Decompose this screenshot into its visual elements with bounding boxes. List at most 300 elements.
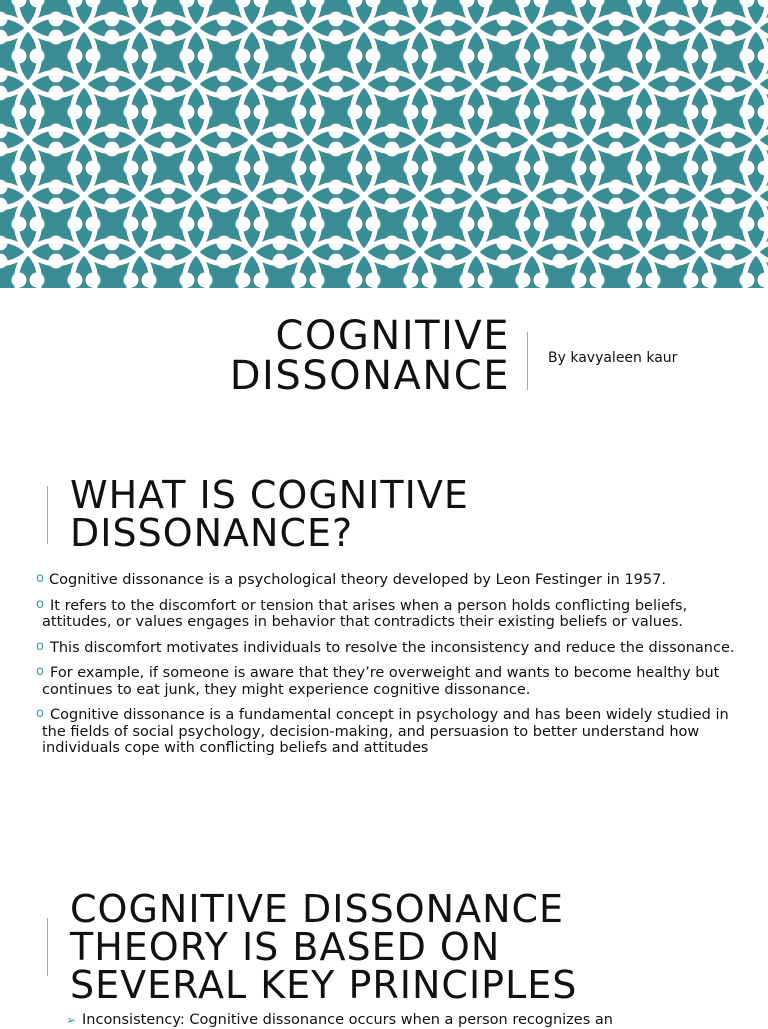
pattern-dot bbox=[217, 68, 232, 83]
bullet-text: Cognitive dissonance is a fundamental concept in psychology and has been widely studied in the fields of social psychology, decision-making, and persuasion to better understand how individuals cope with conflicting beliefs and attitudes bbox=[42, 707, 736, 757]
pattern-dot bbox=[497, 198, 512, 213]
pattern-dot bbox=[422, 161, 437, 176]
pattern-dot bbox=[273, 142, 288, 157]
pattern-dot bbox=[217, 86, 232, 101]
circle-bullet-icon: o bbox=[36, 639, 44, 656]
pattern-dot bbox=[180, 49, 195, 64]
pattern-dot bbox=[236, 105, 251, 120]
pattern-dot bbox=[12, 161, 27, 176]
pattern-dot bbox=[740, 161, 755, 176]
pattern-dot bbox=[273, 68, 288, 83]
principles-list bbox=[66, 1012, 746, 1029]
pattern-dot bbox=[310, 49, 325, 64]
pattern-dot bbox=[30, 273, 45, 288]
pattern-dot bbox=[684, 273, 699, 288]
pattern-dot bbox=[609, 254, 624, 269]
heading-line-3: SEVERAL KEY PRINCIPLES bbox=[70, 966, 577, 1004]
pattern-dot bbox=[310, 161, 325, 176]
pattern-dot bbox=[49, 86, 64, 101]
pattern-dot bbox=[497, 30, 512, 45]
pattern-dot bbox=[385, 12, 400, 27]
heading-line-1: WHAT IS COGNITIVE bbox=[70, 476, 469, 514]
pattern-dot bbox=[198, 161, 213, 176]
pattern-dot bbox=[273, 86, 288, 101]
pattern-dot bbox=[385, 254, 400, 269]
pattern-dot bbox=[161, 30, 176, 45]
pattern-dot bbox=[702, 105, 717, 120]
pattern-dot bbox=[105, 30, 120, 45]
pattern-dot bbox=[329, 12, 344, 27]
bullet-text: For example, if someone is aware that they’re overweight and wants to become healthy but continues to eat junk, they might experience cognitive dissonance. bbox=[42, 665, 736, 698]
pattern-dot bbox=[441, 180, 456, 195]
pattern-dot bbox=[516, 105, 531, 120]
section-heading bbox=[70, 890, 577, 1004]
pattern-dot bbox=[124, 217, 139, 232]
pattern-dot bbox=[68, 217, 83, 232]
pattern-dot bbox=[404, 273, 419, 288]
pattern-dot bbox=[721, 30, 736, 45]
pattern-dot bbox=[497, 254, 512, 269]
pattern-dot bbox=[478, 105, 493, 120]
pattern-dot bbox=[124, 105, 139, 120]
list-item bbox=[36, 640, 736, 657]
pattern-dot bbox=[161, 254, 176, 269]
pattern-dot bbox=[329, 86, 344, 101]
pattern-dot bbox=[665, 236, 680, 251]
pattern-dot bbox=[385, 68, 400, 83]
pattern-dot bbox=[702, 273, 717, 288]
pattern-dot bbox=[49, 254, 64, 269]
bullet-text: Cognitive dissonance is a psychological theory developed by Leon Festinger in 1957. bbox=[42, 572, 736, 589]
pattern-dot bbox=[124, 49, 139, 64]
circle-bullet-icon: o bbox=[36, 706, 44, 723]
pattern-dot bbox=[310, 105, 325, 120]
pattern-dot bbox=[198, 49, 213, 64]
pattern-dot bbox=[217, 180, 232, 195]
pattern-dot bbox=[478, 49, 493, 64]
pattern-dot bbox=[497, 180, 512, 195]
pattern-dot bbox=[329, 254, 344, 269]
pattern-dot bbox=[385, 180, 400, 195]
pattern-dot bbox=[553, 198, 568, 213]
pattern-dot bbox=[721, 124, 736, 139]
pattern-dot bbox=[292, 217, 307, 232]
pattern-dot bbox=[665, 142, 680, 157]
pattern-dot bbox=[572, 273, 587, 288]
pattern-dot bbox=[105, 12, 120, 27]
pattern-dot bbox=[590, 273, 605, 288]
pattern-dot bbox=[105, 180, 120, 195]
pattern-dot bbox=[590, 105, 605, 120]
pattern-dot bbox=[292, 49, 307, 64]
pattern-dot bbox=[721, 198, 736, 213]
pattern-dot bbox=[217, 236, 232, 251]
pattern-dot bbox=[516, 49, 531, 64]
pattern-dot bbox=[609, 86, 624, 101]
pattern-dot bbox=[497, 124, 512, 139]
pattern-dot bbox=[721, 12, 736, 27]
pattern-dot bbox=[142, 161, 157, 176]
pattern-dot bbox=[348, 273, 363, 288]
pattern-dot bbox=[572, 49, 587, 64]
pattern-dot bbox=[740, 105, 755, 120]
pattern-dot bbox=[740, 217, 755, 232]
pattern-dot bbox=[609, 142, 624, 157]
pattern-dot bbox=[646, 105, 661, 120]
pattern-dot bbox=[366, 49, 381, 64]
pattern-dot bbox=[590, 161, 605, 176]
pattern-dot bbox=[441, 198, 456, 213]
pattern-dot bbox=[254, 273, 269, 288]
pattern-dot bbox=[329, 30, 344, 45]
heading-line-2: THEORY IS BASED ON bbox=[70, 928, 577, 966]
pattern-dot bbox=[105, 236, 120, 251]
pattern-dot bbox=[590, 217, 605, 232]
list-item bbox=[36, 707, 736, 757]
pattern-dot bbox=[30, 49, 45, 64]
pattern-dot bbox=[12, 273, 27, 288]
pattern-dot bbox=[161, 124, 176, 139]
pattern-dot bbox=[329, 180, 344, 195]
pattern-dot bbox=[68, 49, 83, 64]
pattern-dot bbox=[740, 49, 755, 64]
pattern-dot bbox=[105, 68, 120, 83]
heading-line-2: DISSONANCE? bbox=[70, 514, 469, 552]
circle-bullet-icon: o bbox=[36, 571, 44, 588]
pattern-dot bbox=[124, 273, 139, 288]
pattern-dot bbox=[665, 180, 680, 195]
bullet-text: It refers to the discomfort or tension that arises when a person holds conflicting beliefs, attitudes, or values engages in behavior that contradicts their existing beliefs or values. bbox=[42, 598, 736, 631]
pattern-dot bbox=[572, 217, 587, 232]
pattern-dot bbox=[348, 49, 363, 64]
pattern-dot bbox=[348, 217, 363, 232]
pattern-dot bbox=[460, 49, 475, 64]
pattern-dot bbox=[665, 198, 680, 213]
pattern-dot bbox=[665, 254, 680, 269]
pattern-dot bbox=[86, 161, 101, 176]
pattern-dot bbox=[460, 273, 475, 288]
pattern-dot bbox=[553, 30, 568, 45]
pattern-dot bbox=[404, 161, 419, 176]
pattern-dot bbox=[217, 198, 232, 213]
pattern-dot bbox=[404, 105, 419, 120]
pattern-dot bbox=[236, 217, 251, 232]
pattern-dot bbox=[161, 142, 176, 157]
pattern-dot bbox=[86, 49, 101, 64]
list-item bbox=[36, 665, 736, 698]
pattern-dot bbox=[30, 161, 45, 176]
pattern-dot bbox=[385, 86, 400, 101]
pattern-dot bbox=[646, 49, 661, 64]
pattern-dot bbox=[49, 12, 64, 27]
title-divider bbox=[527, 332, 528, 390]
pattern-dot bbox=[553, 68, 568, 83]
title-block bbox=[0, 316, 768, 396]
pattern-dot bbox=[254, 105, 269, 120]
pattern-dot bbox=[198, 217, 213, 232]
pattern-dot bbox=[86, 105, 101, 120]
pattern-dot bbox=[142, 217, 157, 232]
pattern-dot bbox=[665, 68, 680, 83]
pattern-dot bbox=[721, 180, 736, 195]
pattern-dot bbox=[684, 161, 699, 176]
pattern-dot bbox=[329, 236, 344, 251]
pattern-dot bbox=[180, 273, 195, 288]
pattern-dot bbox=[534, 217, 549, 232]
pattern-dot bbox=[609, 124, 624, 139]
pattern-dot bbox=[236, 273, 251, 288]
pattern-dot bbox=[702, 217, 717, 232]
pattern-dot bbox=[86, 273, 101, 288]
pattern-dot bbox=[310, 217, 325, 232]
pattern-dot bbox=[497, 12, 512, 27]
pattern-dot bbox=[609, 68, 624, 83]
pattern-dot bbox=[161, 236, 176, 251]
pattern-dot bbox=[609, 236, 624, 251]
pattern-dot bbox=[105, 86, 120, 101]
pattern-dot bbox=[273, 180, 288, 195]
pattern-dot bbox=[198, 105, 213, 120]
pattern-dot bbox=[217, 142, 232, 157]
pattern-dot bbox=[180, 217, 195, 232]
pattern-dot bbox=[105, 124, 120, 139]
pattern-dot bbox=[665, 124, 680, 139]
pattern-dot bbox=[366, 105, 381, 120]
pattern-dot bbox=[385, 142, 400, 157]
pattern-dot bbox=[142, 105, 157, 120]
pattern-dot bbox=[273, 254, 288, 269]
pattern-dot bbox=[217, 124, 232, 139]
pattern-dot bbox=[702, 49, 717, 64]
pattern-dot bbox=[161, 198, 176, 213]
pattern-dot bbox=[609, 180, 624, 195]
pattern-dot bbox=[273, 198, 288, 213]
pattern-dot bbox=[478, 273, 493, 288]
pattern-dot bbox=[292, 161, 307, 176]
pattern-dot bbox=[553, 236, 568, 251]
pattern-dot bbox=[628, 217, 643, 232]
list-item bbox=[66, 1012, 746, 1029]
pattern-dot bbox=[273, 30, 288, 45]
pattern-dot bbox=[366, 273, 381, 288]
pattern-dot bbox=[534, 49, 549, 64]
pattern-dot bbox=[68, 105, 83, 120]
pattern-dot bbox=[684, 105, 699, 120]
pattern-dot bbox=[572, 105, 587, 120]
pattern-dot bbox=[49, 198, 64, 213]
pattern-dot bbox=[553, 124, 568, 139]
pattern-dot bbox=[68, 273, 83, 288]
pattern-dot bbox=[310, 273, 325, 288]
circle-bullet-icon: o bbox=[36, 664, 44, 681]
section-divider bbox=[47, 918, 48, 976]
pattern-dot bbox=[254, 161, 269, 176]
pattern-dot bbox=[553, 254, 568, 269]
pattern-dot bbox=[609, 30, 624, 45]
pattern-dot bbox=[198, 273, 213, 288]
pattern-dot bbox=[721, 68, 736, 83]
pattern-dot bbox=[49, 236, 64, 251]
pattern-dot bbox=[516, 217, 531, 232]
principle-text: Inconsistency: Cognitive dissonance occurs when a person recognizes an bbox=[82, 1012, 613, 1028]
bullet-text: This discomfort motivates individuals to resolve the inconsistency and reduce the dissonance. bbox=[42, 640, 736, 657]
pattern-dot bbox=[497, 86, 512, 101]
pattern-dot bbox=[366, 161, 381, 176]
pattern-dot bbox=[441, 68, 456, 83]
pattern-dot bbox=[273, 236, 288, 251]
pattern-dot bbox=[534, 273, 549, 288]
pattern-dot bbox=[553, 180, 568, 195]
pattern-dot bbox=[684, 49, 699, 64]
pattern-dot bbox=[68, 161, 83, 176]
pattern-dot bbox=[497, 236, 512, 251]
pattern-dot bbox=[12, 49, 27, 64]
pattern-dot bbox=[497, 68, 512, 83]
pattern-dot bbox=[516, 161, 531, 176]
pattern-dot bbox=[30, 105, 45, 120]
pattern-dot bbox=[180, 161, 195, 176]
pattern-dot bbox=[161, 86, 176, 101]
pattern-dot bbox=[665, 86, 680, 101]
pattern-dot bbox=[49, 30, 64, 45]
pattern-dot bbox=[273, 124, 288, 139]
pattern-dot bbox=[460, 217, 475, 232]
pattern-dot bbox=[534, 105, 549, 120]
pattern-dot bbox=[441, 86, 456, 101]
pattern-dot bbox=[105, 254, 120, 269]
bullet-list bbox=[36, 572, 736, 766]
pattern-dot bbox=[49, 68, 64, 83]
section-divider bbox=[47, 486, 48, 544]
pattern-dot bbox=[721, 236, 736, 251]
pattern-dot bbox=[441, 142, 456, 157]
pattern-dot bbox=[721, 86, 736, 101]
pattern-dot bbox=[366, 217, 381, 232]
pattern-dot bbox=[161, 68, 176, 83]
pattern-dot bbox=[646, 217, 661, 232]
pattern-dot bbox=[12, 217, 27, 232]
pattern-dot bbox=[422, 49, 437, 64]
pattern-dot bbox=[590, 49, 605, 64]
pattern-dot bbox=[422, 273, 437, 288]
pattern-dot bbox=[628, 273, 643, 288]
pattern-dot bbox=[460, 161, 475, 176]
pattern-dot bbox=[516, 273, 531, 288]
pattern-dot bbox=[217, 254, 232, 269]
pattern-dot bbox=[161, 12, 176, 27]
title-line-2: DISSONANCE bbox=[90, 356, 510, 396]
pattern-dot bbox=[180, 105, 195, 120]
title-line-1: COGNITIVE bbox=[90, 316, 510, 356]
pattern-dot bbox=[105, 198, 120, 213]
pattern-dot bbox=[609, 12, 624, 27]
pattern-dot bbox=[30, 217, 45, 232]
pattern-dot bbox=[236, 49, 251, 64]
geometric-pattern-graphic bbox=[0, 0, 768, 288]
pattern-dot bbox=[348, 161, 363, 176]
pattern-dot bbox=[553, 142, 568, 157]
document-title bbox=[90, 316, 510, 396]
pattern-dot bbox=[628, 161, 643, 176]
pattern-dot bbox=[422, 217, 437, 232]
pattern-dot bbox=[404, 49, 419, 64]
pattern-dot bbox=[12, 105, 27, 120]
pattern-dot bbox=[217, 12, 232, 27]
pattern-dot bbox=[665, 30, 680, 45]
pattern-dot bbox=[628, 49, 643, 64]
pattern-dot bbox=[478, 161, 493, 176]
pattern-dot bbox=[572, 161, 587, 176]
pattern-dot bbox=[478, 217, 493, 232]
pattern-dot bbox=[441, 30, 456, 45]
pattern-dot bbox=[441, 12, 456, 27]
pattern-dot bbox=[385, 198, 400, 213]
pattern-dot bbox=[292, 273, 307, 288]
pattern-dot bbox=[329, 68, 344, 83]
pattern-dot bbox=[665, 12, 680, 27]
pattern-dot bbox=[329, 142, 344, 157]
pattern-dot bbox=[161, 180, 176, 195]
pattern-dot bbox=[740, 273, 755, 288]
pattern-dot bbox=[422, 105, 437, 120]
section-heading bbox=[70, 476, 469, 552]
pattern-dot bbox=[460, 105, 475, 120]
pattern-dot bbox=[441, 124, 456, 139]
pattern-dot bbox=[236, 161, 251, 176]
pattern-dot bbox=[721, 254, 736, 269]
pattern-dot bbox=[124, 161, 139, 176]
circle-bullet-icon: o bbox=[36, 597, 44, 614]
pattern-dot bbox=[86, 217, 101, 232]
pattern-dot bbox=[142, 49, 157, 64]
pattern-dot bbox=[254, 217, 269, 232]
pattern-dot bbox=[292, 105, 307, 120]
pattern-dot bbox=[105, 142, 120, 157]
pattern-dot bbox=[721, 142, 736, 157]
pattern-dot bbox=[609, 198, 624, 213]
pattern-dot bbox=[534, 161, 549, 176]
pattern-dot bbox=[329, 198, 344, 213]
list-item bbox=[36, 572, 736, 589]
heading-line-1: COGNITIVE DISSONANCE bbox=[70, 890, 577, 928]
pattern-dot bbox=[702, 161, 717, 176]
pattern-dot bbox=[348, 105, 363, 120]
decorative-pattern-banner bbox=[0, 0, 768, 288]
pattern-dot bbox=[441, 254, 456, 269]
pattern-dot bbox=[142, 273, 157, 288]
arrow-bullet-icon: ➢ bbox=[66, 1012, 76, 1029]
list-item bbox=[36, 598, 736, 631]
pattern-dot bbox=[49, 180, 64, 195]
pattern-dot bbox=[497, 142, 512, 157]
pattern-dot bbox=[628, 105, 643, 120]
pattern-dot bbox=[273, 12, 288, 27]
pattern-dot bbox=[385, 124, 400, 139]
author-byline: By kavyaleen kaur bbox=[548, 350, 677, 366]
pattern-dot bbox=[404, 217, 419, 232]
pattern-dot bbox=[49, 124, 64, 139]
pattern-dot bbox=[329, 124, 344, 139]
pattern-dot bbox=[217, 30, 232, 45]
pattern-dot bbox=[646, 161, 661, 176]
pattern-dot bbox=[254, 49, 269, 64]
pattern-dot bbox=[553, 12, 568, 27]
pattern-dot bbox=[553, 86, 568, 101]
pattern-dot bbox=[385, 30, 400, 45]
pattern-dot bbox=[684, 217, 699, 232]
pattern-dot bbox=[646, 273, 661, 288]
pattern-dot bbox=[441, 236, 456, 251]
